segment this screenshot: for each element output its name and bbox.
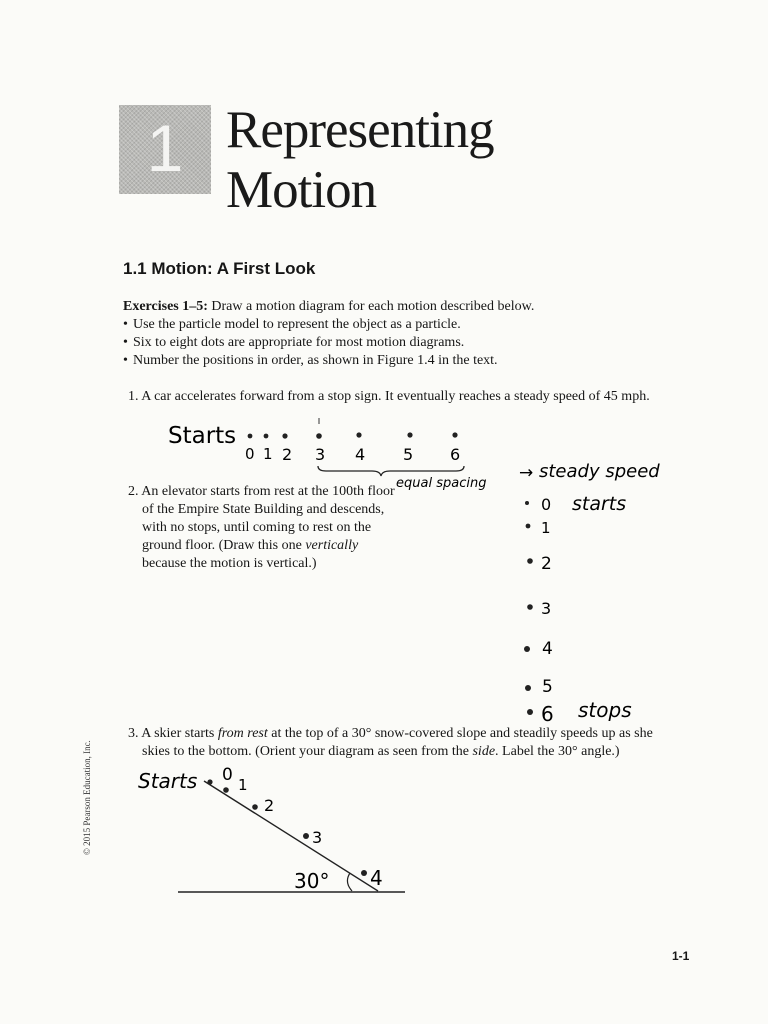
instructions-text: Draw a motion diagram for each motion described below. <box>207 299 535 314</box>
ex1-dot-1 <box>264 434 269 439</box>
exercise-3-text <box>128 725 688 761</box>
ex1-dot-2 <box>282 433 287 438</box>
chapter-number: 1 <box>146 111 184 185</box>
ex1-dot-5 <box>407 432 412 437</box>
ex1-dot-6 <box>452 432 457 437</box>
ex1-brace-label: equal spacing <box>396 476 487 491</box>
instruction-bullet: • Use the particle model to represent the object as a particle. <box>123 316 683 334</box>
ex2-dot-6 <box>527 709 533 715</box>
ex3-angle-arc <box>347 873 352 891</box>
instruction-bullet: • Six to eight dots are appropriate for most motion diagrams. <box>123 334 683 352</box>
ex1-dot-0 <box>248 434 253 439</box>
ex3-label-0: 0 <box>222 765 233 785</box>
ex3-line2-pre: skies to the bottom. (Orient your diagram as seen from the <box>142 744 473 759</box>
copyright-notice: © 2015 Pearson Education, Inc. <box>82 740 92 855</box>
ex1-num-0: 0 <box>245 445 255 463</box>
ex2-label-4: 4 <box>542 639 553 659</box>
ex3-dots <box>207 779 367 876</box>
ex2-dot-0 <box>525 501 529 505</box>
ex1-dot-3 <box>316 433 322 439</box>
exercise-2-diagram <box>524 493 632 726</box>
ex1-num-2: 2 <box>282 445 293 464</box>
exercise-1-text: 1. A car accelerates forward from a stop sign. It eventually reaches a steady speed of 45 mph. <box>128 389 650 404</box>
ex2-dot-3 <box>527 604 533 610</box>
ex3-label-2: 2 <box>264 796 275 815</box>
ex1-num-4: 4 <box>355 445 366 464</box>
ex3-line-2 <box>128 743 688 761</box>
ex2-line4-text: ground floor. (Draw this one <box>142 538 306 553</box>
ex2-start-note: starts <box>572 493 627 515</box>
ex3-start-label: Starts <box>138 769 198 793</box>
ex3-line1-emphasis: from rest <box>217 726 268 741</box>
ex3-angle-label: 30° <box>294 869 330 893</box>
ex3-line2-post: . Label the 30° angle.) <box>495 744 620 759</box>
ex2-line4-emphasis: vertically <box>305 538 359 553</box>
ex3-line2-emphasis: side <box>472 744 496 759</box>
ex2-label-0: 0 <box>541 495 552 514</box>
ex3-slope-line <box>204 781 378 891</box>
ex3-label-1: 1 <box>238 776 248 794</box>
chapter-title-line-1: Representing <box>226 101 494 159</box>
ex2-label-5: 5 <box>542 677 553 697</box>
ex2-line: because the motion is vertical.) <box>142 556 317 571</box>
ex3-dot-1 <box>223 787 229 793</box>
ex1-arrow: → <box>519 463 534 483</box>
ex1-conclusion: steady speed <box>539 461 660 482</box>
ex3-line1-pre: 3. A skier starts <box>128 726 218 741</box>
ex3-dot-2 <box>252 804 258 810</box>
ex2-line: 2. An elevator starts from rest at the 100th floor <box>128 484 395 499</box>
instructions-lead: Exercises 1–5: <box>123 299 208 314</box>
ex2-dots <box>524 501 533 715</box>
ex2-dot-4 <box>524 646 530 652</box>
section-heading: 1.1 Motion: A First Look <box>123 259 316 278</box>
ex2-dot-1 <box>526 524 531 529</box>
ex2-line: with no stops, until coming to rest on the <box>142 520 372 535</box>
ex1-dots <box>248 432 458 438</box>
ex1-num-3: 3 <box>315 445 326 464</box>
ex2-label-3: 3 <box>541 599 552 618</box>
ex3-label-4: 4 <box>370 866 383 890</box>
exercise-3-diagram <box>138 765 405 893</box>
ex1-num-5: 5 <box>403 445 414 464</box>
ex1-num-6: 6 <box>450 445 461 464</box>
chapter-title-line-2: Motion <box>226 161 377 219</box>
ex3-line-1 <box>128 725 688 743</box>
ex2-label-2: 2 <box>541 554 552 574</box>
ex1-brace <box>318 466 464 476</box>
ex1-num-1: 1 <box>263 445 273 463</box>
ex3-label-3: 3 <box>312 828 323 847</box>
ex1-start-label: Starts <box>168 423 237 449</box>
ex3-dot-4 <box>361 870 367 876</box>
ex2-line: of the Empire State Building and descends, <box>142 502 385 517</box>
ex2-line <box>128 537 418 555</box>
page-number: 1-1 <box>672 949 690 963</box>
ex3-line1-post: at the top of a 30° snow-covered slope and steadily speeds up as she <box>267 726 653 741</box>
ex3-dot-0 <box>207 779 212 784</box>
ex1-dot-4 <box>356 432 361 437</box>
ex3-dot-3 <box>303 833 309 839</box>
exercise-2-text <box>128 483 418 573</box>
ex2-label-6: 6 <box>541 702 554 726</box>
ex2-label-1: 1 <box>541 519 551 537</box>
exercise-1-diagram <box>168 418 660 491</box>
instruction-bullet: • Number the positions in order, as shown in Figure 1.4 in the text. <box>123 352 683 370</box>
ex2-dot-5 <box>525 685 531 691</box>
ex2-dot-2 <box>527 558 533 564</box>
ex2-stop-note: stops <box>578 698 632 722</box>
